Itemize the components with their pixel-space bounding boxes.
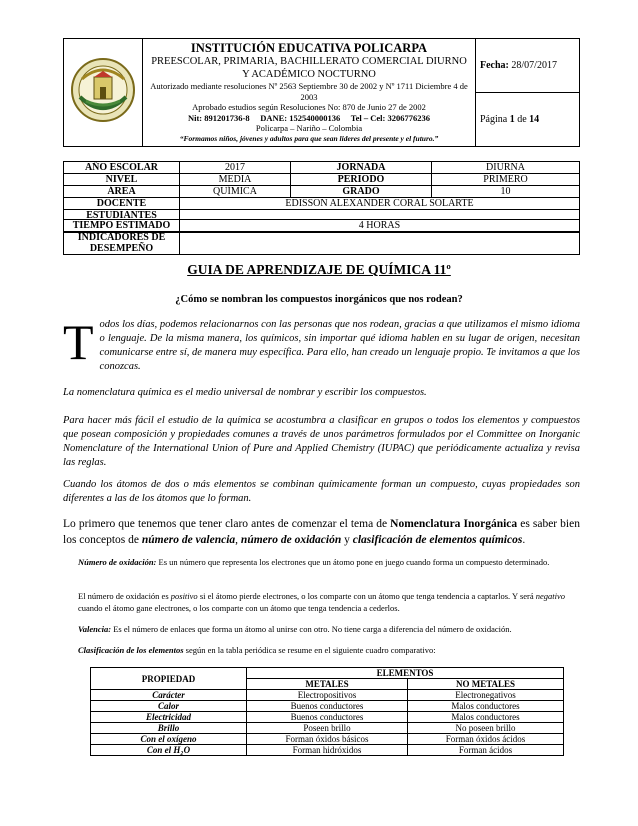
bold-term: Nomenclatura Inorgánica [390, 518, 518, 530]
intro-text: odos los días, podemos relacionarnos con las personas que nos rodean, gracias a que utilizamos el mismo idioma o lenguaje. De la misma manera, los químicos, sin importar qué idioma hablen en su lugar de origen, necesitan comunicarse entre sí, de manera muy específica. Para ello, han creado un lenguaje propio. Te invitamos a que los conozcas. [99, 319, 580, 372]
institution-levels: PREESCOLAR, PRIMARIA, BACHILLERATO COMERCIAL DIURNO Y ACADÉMICO NOCTURNO [151, 56, 467, 80]
info-row [64, 162, 580, 174]
drop-cap: T [63, 314, 94, 370]
institution-header [63, 38, 580, 147]
info-value: DIURNA [432, 162, 580, 174]
metals-cell: Electropositivos [247, 690, 408, 701]
property-cell: Calor [91, 701, 247, 712]
page-number-cell [476, 93, 580, 147]
guide-title: GUIA DE APRENDIZAJE DE QUÍMICA 11º [187, 262, 451, 277]
time-table [63, 219, 580, 255]
institution-name: INSTITUCIÓN EDUCATIVA POLICARPA [190, 41, 428, 55]
text-span: es saber bien los conceptos de [63, 518, 580, 546]
info-value: 10 [432, 186, 580, 198]
school-seal-icon [70, 57, 136, 123]
location-text: Policarpa – Nariño – Colombia [255, 123, 363, 133]
nonmetals-cell: Malos conductores [408, 701, 564, 712]
text-span: Lo primero que tenemos que tener claro antes de comenzar el tema de [63, 518, 391, 530]
text-span: y [341, 534, 353, 546]
property-cell: Carácter [91, 690, 247, 701]
valence-text: Es el número de enlaces que forma un átomo al unirse con otro. No tiene carga a diferencia del número de oxidación. [111, 624, 512, 634]
indicators-label: INDICADORES DE DESEMPEÑO [64, 232, 180, 255]
info-row [64, 186, 580, 198]
table-row [91, 745, 564, 756]
term-clasificacion: clasificación de elementos químicos [352, 534, 523, 546]
school-logo [64, 39, 143, 147]
nonmetals-cell: Malos conductores [408, 712, 564, 723]
identifiers-line [147, 113, 471, 124]
paragraph-concepts [63, 516, 580, 548]
teacher-label: DOCENTE [64, 198, 180, 210]
oxidation-label: Número de oxidación: [78, 557, 157, 567]
page-of: de [517, 114, 527, 125]
authorization-text: Autorizado mediante resoluciones Nº 2563 Septiembre 30 de 2002 y Nº 1711 Diciembre 4 de 2003 [150, 81, 468, 102]
oxidation-text: Es un número que representa los electrones que un átomo pone en juego cuando forma un compuesto determinado. [156, 557, 550, 567]
indicators-value [180, 232, 580, 255]
info-value: 2017 [180, 162, 291, 174]
term-oxidacion: número de oxidación [240, 534, 342, 546]
info-value: MEDIA [180, 174, 291, 186]
text-span: si el átomo pierde electrones, o los comparte con un átomo que tenga tendencia a captarlos. Y será [197, 591, 536, 601]
definition-classification [78, 644, 580, 656]
metals-cell: Forman hidróxidos [247, 745, 408, 756]
time-label: TIEMPO ESTIMADO [64, 220, 180, 232]
table-row [91, 712, 564, 723]
property-cell: Con el H₂O [91, 745, 247, 756]
metals-cell: Forman óxidos básicos [247, 734, 408, 745]
property-cell: Con el oxígeno [91, 734, 247, 745]
info-value: QUÍMICA [180, 186, 291, 198]
date-cell [476, 39, 580, 93]
text-span: El número de oxidación es [78, 591, 171, 601]
paragraph-iupac: Para hacer más fácil el estudio de la química se acostumbra a clasificar en grupos o todos los elementos y compuestos que posean composición y propiedades comunes a través de unos parámetros formulados por el Committee on Inorganic Nomenclature of the International Union of Pure and Applied Chemistry (IUPAC) que periódicamente actualiza y revisa las reglas. [63, 415, 580, 468]
nonmetals-cell: No poseen brillo [408, 723, 564, 734]
info-label: ÁREA [64, 186, 180, 198]
definition-sign [78, 590, 580, 614]
text-span: , [235, 534, 241, 546]
paragraph-compounds: Cuando los átomos de dos o más elementos se combinan químicamente forman un compuesto, cuyas propiedades son diferentes a las de los átomos que lo forman. [63, 479, 580, 504]
info-value: PRIMERO [432, 174, 580, 186]
term-positivo: positivo [170, 591, 198, 601]
elements-header: ELEMENTOS [247, 668, 564, 679]
intro-paragraph [63, 314, 580, 374]
date-label: Fecha: [480, 60, 509, 71]
table-row [91, 701, 564, 712]
metals-cell: Buenos conductores [247, 712, 408, 723]
classification-text: según en la tabla periódica se resume en el siguiente cuadro comparativo: [183, 645, 436, 655]
page-label: Página [480, 114, 508, 125]
valence-label: Valencia: [78, 624, 112, 634]
info-label: AÑO ESCOLAR [64, 162, 180, 174]
tel-text: Tel – Cel: 3206776236 [350, 112, 431, 123]
nonmetals-header: NO METALES [408, 679, 564, 690]
guide-question: ¿Cómo se nombran los compuestos inorgánicos que nos rodean? [175, 294, 463, 305]
approval-text: Aprobado estudios según Resoluciones No: 870 de Junio 27 de 2002 [192, 102, 426, 112]
property-header: PROPIEDAD [91, 668, 247, 690]
paragraph-nomenclature: La nomenclatura química es el medio universal de nombrar y escribir los compuestos. [63, 387, 427, 398]
property-cell: Brillo [91, 723, 247, 734]
classification-label: Clasificación de los elementos [78, 645, 184, 655]
term-valencia: número de valencia [141, 534, 236, 546]
text-span: . [522, 534, 526, 546]
text-span: cuando el átomo gane electrones, o los comparte con un átomo que tenga tendencia a cederlos. [78, 603, 400, 613]
institution-info [143, 39, 476, 147]
dane-text: DANE: 152540000136 [260, 112, 341, 123]
time-value: 4 HORAS [180, 220, 580, 232]
motto-text: “Formamos niños, jóvenes y adultos para que sean lideres del presente y el futuro.” [179, 133, 439, 143]
definition-valence [78, 623, 580, 635]
nit-text: Nit: 891201736-8 [187, 112, 250, 123]
page-total: 14 [529, 114, 540, 125]
info-label: GRADO [291, 186, 432, 198]
comparison-table [90, 667, 564, 756]
info-row [64, 174, 580, 186]
students-label: ESTUDIANTES [64, 210, 180, 233]
nonmetals-cell: Forman ácidos [408, 745, 564, 756]
metals-header: METALES [247, 679, 408, 690]
property-cell: Electricidad [91, 712, 247, 723]
date-value: 28/07/2017 [511, 60, 557, 71]
table-row [91, 723, 564, 734]
term-negativo: negativo [535, 591, 566, 601]
info-label: JORNADA [291, 162, 432, 174]
nonmetals-cell: Forman óxidos ácidos [408, 734, 564, 745]
info-label: NIVEL [64, 174, 180, 186]
table-row [91, 690, 564, 701]
page-current: 1 [509, 114, 515, 125]
teacher-value: EDISSON ALEXANDER CORAL SOLARTE [180, 198, 580, 210]
table-row [91, 734, 564, 745]
nonmetals-cell: Electronegativos [408, 690, 564, 701]
metals-cell: Poseen brillo [247, 723, 408, 734]
metals-cell: Buenos conductores [247, 701, 408, 712]
info-label: PERIODO [291, 174, 432, 186]
info-row [64, 198, 580, 210]
definition-oxidation [78, 556, 580, 568]
